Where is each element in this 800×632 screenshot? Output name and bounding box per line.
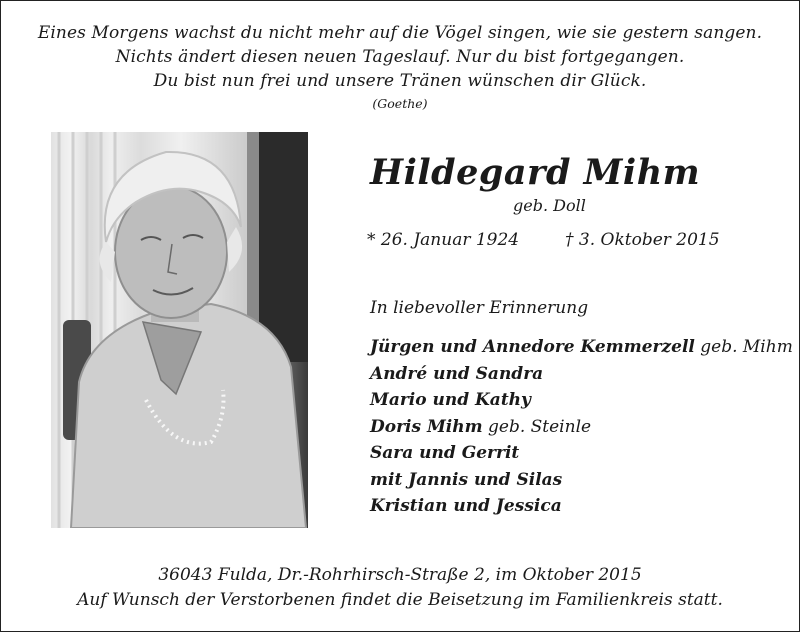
- poem: [0, 21, 800, 116]
- mourner-entry: [370, 414, 793, 441]
- mourner-suffix: geb. Steinle: [482, 416, 592, 437]
- mourner-entry: [370, 467, 793, 494]
- portrait-photo: [51, 132, 308, 528]
- death-date: † 3. Oktober 2015: [565, 230, 720, 250]
- mourner-names: mit Jannis und Silas: [370, 469, 563, 490]
- mourner-names: Mario und Kathy: [370, 390, 531, 410]
- mourner-names: André und Sandra: [370, 363, 544, 384]
- footer-note: Auf Wunsch der Verstorbenen findet die Beisetzung im Familienkreis statt.: [77, 590, 723, 610]
- poem-author: (Goethe): [372, 96, 428, 111]
- mourner-names: Doris Mihm: [370, 416, 483, 437]
- mourners-list: [370, 334, 793, 520]
- portrait-illustration: [51, 132, 308, 528]
- mourner-names: Kristian und Jessica: [370, 496, 562, 516]
- mourner-names: Jürgen und Annedore Kemmerzell: [370, 337, 695, 357]
- mourner-entry: [370, 387, 793, 414]
- mourner-entry: [370, 334, 793, 361]
- poem-line: Du bist nun frei und unsere Tränen wünschen dir Glück.: [153, 71, 647, 91]
- mourner-names: Sara und Gerrit: [370, 443, 520, 463]
- footer: [0, 563, 800, 613]
- deceased-name: Hildegard Mihm: [370, 152, 701, 193]
- mourner-entry: [370, 440, 793, 467]
- mourner-entry: [370, 493, 793, 520]
- birth-name: geb. Doll: [513, 196, 586, 215]
- poem-line: Nichts ändert diesen neuen Tageslauf. Nur du bist fortgegangen.: [115, 47, 685, 67]
- mourner-entry: [370, 361, 793, 388]
- birth-date: * 26. Januar 1924: [367, 230, 520, 250]
- footer-address: 36043 Fulda, Dr.-Rohrhirsch-Straße 2, im Oktober 2015: [158, 565, 642, 585]
- poem-line: Eines Morgens wachst du nicht mehr auf die Vögel singen, wie sie gestern sangen.: [37, 23, 763, 43]
- memory-line: In liebevoller Erinnerung: [370, 298, 589, 318]
- mourner-suffix: geb. Mihm: [694, 337, 793, 357]
